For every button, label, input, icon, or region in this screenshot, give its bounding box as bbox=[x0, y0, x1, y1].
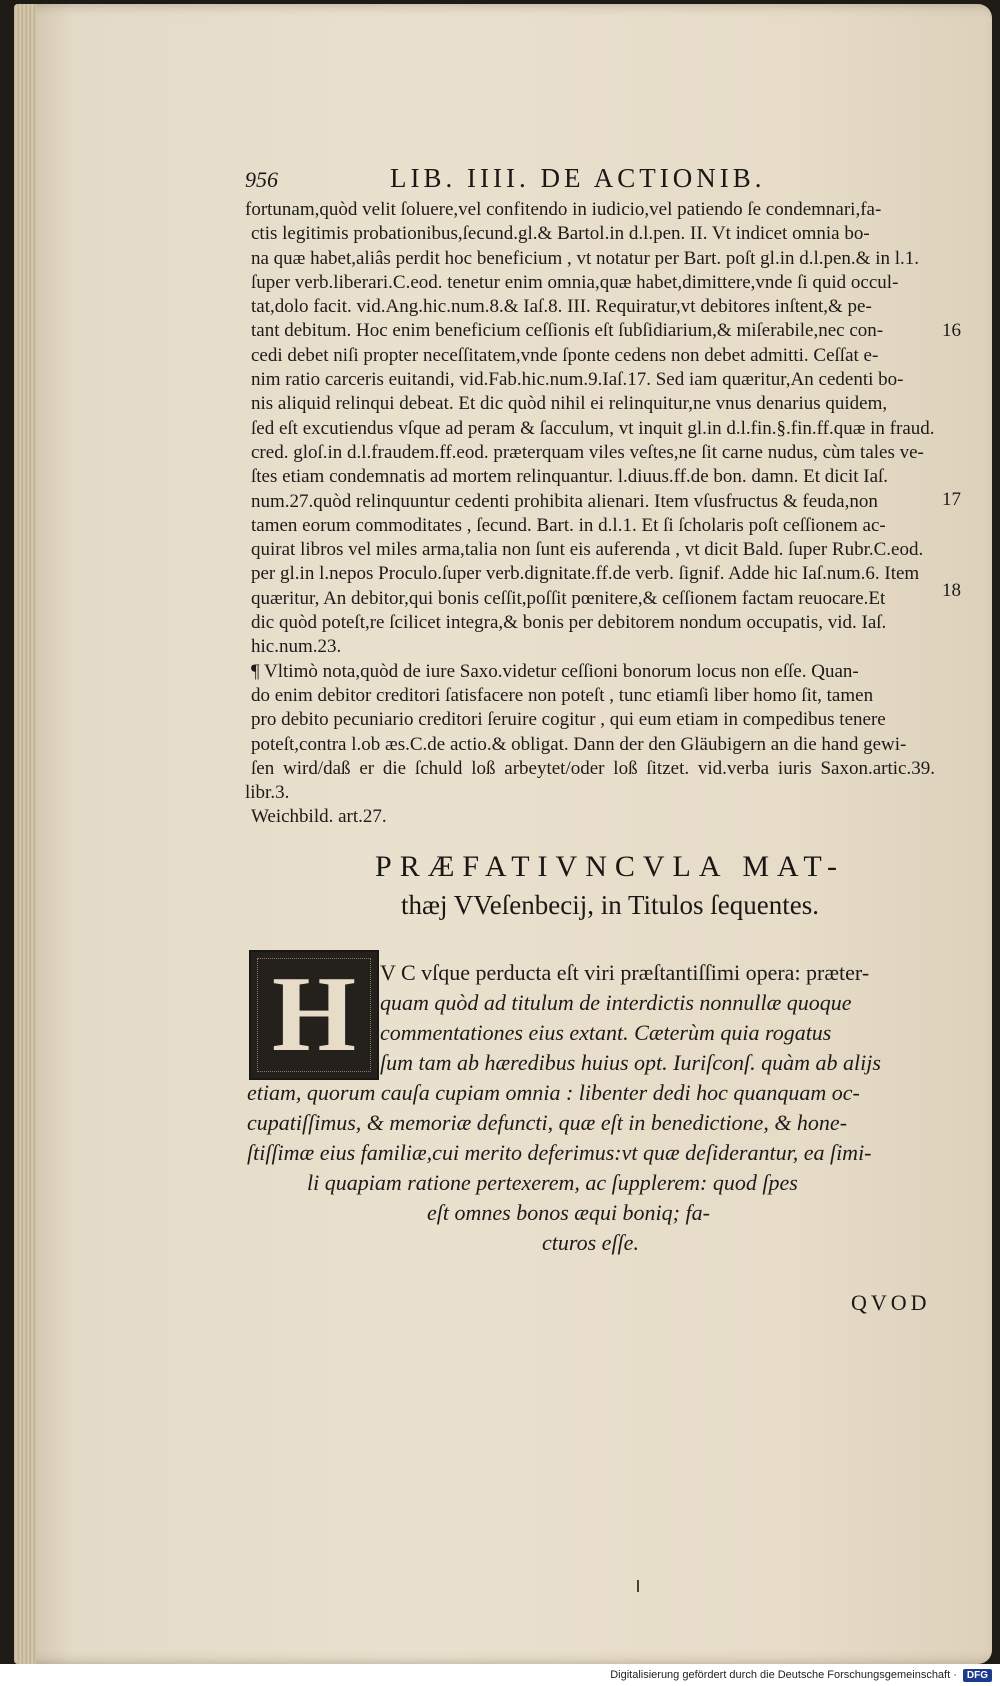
text-line: hic.num.23. bbox=[251, 636, 342, 658]
text-line: pro debito pecuniario creditori ſeruire cogitur , qui eum etiam in compedibus tenere bbox=[251, 709, 886, 731]
catchword: QVOD bbox=[851, 1290, 931, 1315]
text-line: ſuper verb.liberari.C.eod. tenetur enim omnia,quæ habet,dimittere,vnde ſi quid occul- bbox=[251, 271, 899, 293]
preface-title bbox=[330, 850, 890, 921]
text-line: cred. gloſ.in d.l.fraudem.ff.eod. præterquam viles veſtes,ne ſit carne nudus, cùm tales ve- bbox=[251, 441, 924, 463]
preface-line: eſt omnes bonos æqui boniq; fa- bbox=[427, 1200, 710, 1225]
text-line: nim ratio carceris euitandi, vid.Fab.hic.num.9.Iaſ.17. Sed iam quæritur,An cedenti bo- bbox=[251, 369, 904, 391]
page-fore-edge bbox=[14, 4, 36, 1664]
preface-line: quam quòd ad titulum de interdictis nonnullæ quoque bbox=[380, 990, 852, 1015]
body-text bbox=[245, 198, 935, 830]
margin-number: 17 bbox=[942, 489, 961, 510]
text-line: ſed eſt excutiendus vſque ad peram & ſacculum, vt inquit gl.in d.l.fin.§.fin.ff.quæ in fraud. bbox=[251, 417, 935, 439]
preface-line: etiam, quorum cauſa cupiam omnia : libenter dedi hoc quanquam oc- bbox=[247, 1080, 860, 1105]
dfg-logo-icon: DFG bbox=[963, 1669, 992, 1682]
preface-line: V C vſque perducta eſt viri præſtantiſſimi opera: præter- bbox=[380, 960, 870, 985]
preface-title-line: PRÆFATIVNCVLA MAT- bbox=[375, 850, 845, 883]
ink-mark bbox=[637, 1580, 639, 1592]
text-line: na quæ habet,aliâs perdit hoc beneficium , vt notatur per Bart. poſt gl.in d.l.pen.& in l.1. bbox=[251, 247, 920, 269]
text-line: cedi debet niſi propter neceſſitatem,vnde ſponte cedens non debet admitti. Ceſſat e- bbox=[251, 344, 879, 366]
text-line: Weichbild. art.27. bbox=[251, 806, 387, 828]
text-line: nis aliquid relinqui debeat. Et dic quòd nihil ei relinquitur,ne vnus denarius quidem, bbox=[251, 393, 888, 415]
initial-letter: H bbox=[271, 955, 356, 1074]
text-line: num.27.quòd relinquuntur cedenti prohibita alienari. Item vſusfructus & feuda,non bbox=[251, 490, 878, 512]
preface-title-line: thæj VVeſenbecij, in Titulos ſequentes. bbox=[401, 890, 819, 920]
preface-line: li quapiam ratione pertexerem, ac ſupplerem: quod ſpes bbox=[307, 1170, 798, 1195]
margin-number: 16 bbox=[942, 320, 961, 341]
footer-credit: Digitalisierung gefördert durch die Deutsche Forschungsgemeinschaft · bbox=[610, 1669, 957, 1681]
preface-line: cupatiſſimus, & memoriæ defuncti, quæ eſt in benedictione, & hone- bbox=[247, 1110, 848, 1135]
text-line: tant debitum. Hoc enim beneficium ceſſionis eſt ſubſidiarium,& miſerabile,nec con- bbox=[251, 320, 884, 342]
text-line: tat,dolo facit. vid.Ang.hic.num.8.& Iaſ.8. III. Requiratur,vt debitores inſtent,& pe- bbox=[251, 296, 872, 318]
digitization-footer bbox=[0, 1664, 1000, 1686]
text-line: tamen eorum commoditates , ſecund. Bart. in d.l.1. Et ſi ſcholaris poſt ceſſionem ac- bbox=[251, 514, 886, 536]
preface-line: ſum tam ab hæredibus huius opt. Iuriſconſ. quàm ab alijs bbox=[380, 1050, 881, 1075]
text-line: dic quòd poteſt,re ſcilicet integra,& bonis per debitorem nondum occupatis, vid. Iaſ. bbox=[251, 612, 887, 634]
text-line: do enim debitor creditori ſatisfacere non poteſt , tunc etiamſi liber homo ſit, tamen bbox=[251, 684, 874, 706]
text-line: fortunam,quòd velit ſoluere,vel confitendo in iudicio,vel patiendo ſe condemnari,fa- bbox=[245, 199, 882, 220]
decorated-initial bbox=[249, 950, 379, 1080]
preface-line: commentationes eius extant. Cæterùm quia rogatus bbox=[380, 1020, 832, 1045]
text-line: quirat libros vel miles arma,talia non ſunt eis auferenda , vt dicit Bald. ſuper Rubr.C.eod. bbox=[251, 539, 924, 561]
text-line: quæritur, An debitor,qui bonis ceſſit,poſſit pœnitere,& ceſſionem factam reuocare.Et bbox=[251, 587, 886, 609]
running-title: LIB. IIII. DE ACTIONIB. bbox=[390, 163, 766, 193]
text-line: ctis legitimis probationibus,ſecund.gl.& Bartol.in d.l.pen. II. Vt indicet omnia bo- bbox=[251, 223, 870, 245]
text-line: ¶ Vltimò nota,quòd de iure Saxo.videtur ceſſioni bonorum locus non eſſe. Quan- bbox=[251, 660, 859, 682]
text-line: poteſt,contra l.ob æs.C.de actio.& obligat. Dann der den Gläubigern an die hand gewi- bbox=[251, 733, 907, 755]
preface-line: cturos eſſe. bbox=[542, 1230, 639, 1255]
margin-number: 18 bbox=[942, 580, 961, 601]
text-line: ſen wird/daß er die ſchuld loß arbeytet/oder loß ſitzet. vid.verba iuris Saxon.artic.39. libr.3. bbox=[245, 757, 935, 804]
text-line: ſtes etiam condemnatis ad mortem relinquantur. l.diuus.ff.de bon. damn. Et dicit Iaſ. bbox=[251, 466, 889, 488]
preface-line: ſtiſſimæ eius familiæ,cui merito deferimus:vt quæ deſiderantur, ea ſimi- bbox=[247, 1140, 872, 1165]
text-line: per gl.in l.nepos Proculo.ſuper verb.dignitate.ff.de verb. ſignif. Adde hic Iaſ.num.6. Item bbox=[251, 563, 920, 585]
page-number: 956 bbox=[245, 167, 278, 192]
